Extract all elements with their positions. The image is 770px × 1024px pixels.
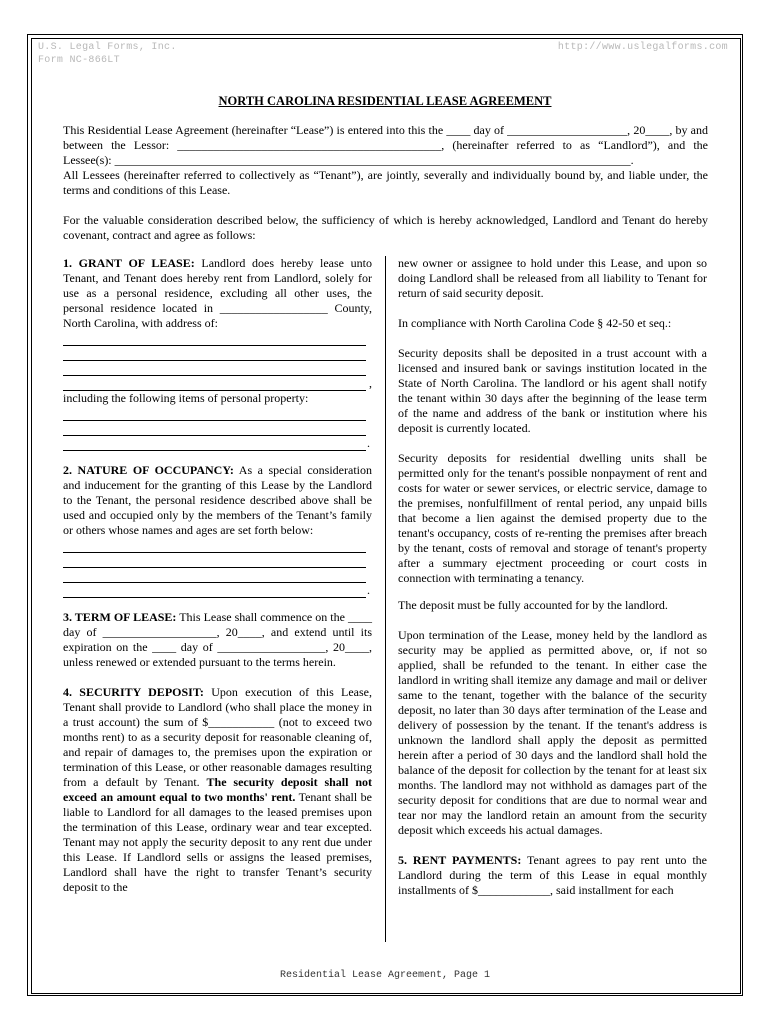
section-5-text: Tenant agrees to pay rent unto the Landlord during the term of this Lease in equal monthly installments of $____________, said installment for each (398, 853, 707, 897)
section-4-text-b: Tenant shall be liable to Landlord for all damages to the leased premises upon the termination of this Lease, ordinary wear and tear excepted. Tenant may not apply the security deposit to any rent due under this Lease. If Landlord sells or assigns the leased premises, Landlord shall have the right to transfer Tenant’s security deposit to the (63, 790, 372, 894)
trust-account-text: Security deposits shall be deposited in a trust account with a licensed and insured bank or savings institution located in the State of North Carolina. The landlord or his agent shall notify the tenant within 30 days after the beginning of the lease term of the name and address of the bank or institution where his deposit is currently located. (398, 346, 707, 435)
document-title: NORTH CAROLINA RESIDENTIAL LEASE AGREEMENT (218, 94, 552, 108)
left-column (63, 256, 372, 895)
intro-section (63, 123, 708, 243)
section-nature-of-occupancy (63, 463, 372, 538)
header-url[interactable]: http://www.uslegalforms.com (557, 42, 728, 53)
intro-consideration: For the valuable consideration described below, the sufficiency of which is hereby acknowledged, Landlord and Tenant do hereby covenant, contract and agree as follows: (63, 213, 708, 242)
property-line[interactable] (63, 436, 366, 451)
intro-joint-liability: All Lessees (hereinafter referred to collectively as “Tenant”), are jointly, severally and individually bound by, and liable under, the terms and conditions of this Lease. (63, 168, 708, 197)
occupant-line[interactable] (63, 568, 366, 583)
intro-parties: This Residential Lease Agreement (hereinafter “Lease”) is entered into this the ____ day of ____________________, 20____, by and between the Lessor: ____________________________________________, (hereinafter referred to as “Landlord”), and the Lessee(s): ______________________________________________________________________________________. (63, 123, 708, 167)
nc-code-compliance: In compliance with North Carolina Code § 42-50 et seq.: (398, 316, 672, 330)
address-line[interactable] (63, 361, 366, 376)
deposit-transfer-text: new owner or assignee to hold under this Lease, and upon so doing Landlord shall be released from all liability to Tenant for return of said security deposit. (398, 256, 707, 300)
property-line[interactable] (63, 406, 366, 421)
accounting-text: The deposit must be fully accounted for by the landlord. (398, 598, 668, 612)
section-2-text: As a special consideration and inducement for the granting of this Lease by the Landlord to the Tenant, the personal residence described above shall be used and occupied only by the members of the Tenant’s family or others whose names and ages are set forth below: (63, 463, 372, 537)
occupant-period: . (367, 583, 370, 597)
address-comma: , (369, 376, 372, 390)
occupant-line[interactable] (63, 583, 366, 598)
section-rent-payments (398, 853, 707, 898)
address-line[interactable] (63, 331, 366, 346)
section-3-text: This Lease shall commence on the ____ day of ___________________, 20____, and extend until its expiration on the ____ day of __________________, 20____, unless renewed or extended pursuant to the terms herein. (63, 610, 372, 669)
section-3-heading: 3. TERM OF LEASE: (63, 610, 177, 624)
refund-text: Upon termination of the Lease, money held by the landlord as security may be applied as permitted above, or, if not so applied, shall be refunded to the tenant. In either case the landlord in writing shall itemize any damage and mail or deliver same to the tenant, together with the balance of the security deposit, no later than 30 days after termination of the Lease and delivery of possession by the tenant. If the tenant's address is unknown the landlord shall apply the deposit as permitted herein after a period of 30 days and the landlord shall hold the balance of the deposit for collection by the tenant for at least six months. The landlord may not withhold as damages part of the security deposit for conditions that are due to normal wear and tear nor may the landlord retain an amount from the security deposit which exceeds his actual damages. (398, 628, 707, 837)
right-column (398, 256, 707, 898)
page-footer: Residential Lease Agreement, Page 1 (279, 970, 491, 981)
section-term-of-lease (63, 610, 372, 670)
address-line[interactable] (63, 376, 366, 391)
occupant-line[interactable] (63, 538, 366, 553)
property-period: . (367, 436, 370, 450)
section-4-text-a: Upon execution of this Lease, Tenant shall provide to Landlord (who shall place the money in a trust account) the sum of $___________ (not to exceed two months rent) to as a security deposit for reasonable cleaning of, and repair of damages to, the premises upon the expiration or termination of this Lease, or other reasonable damages resulting from a default by Tenant. (63, 685, 373, 789)
section-4-heading: 4. SECURITY DEPOSIT: (63, 685, 204, 699)
column-divider (385, 256, 386, 942)
section-5-heading: 5. RENT PAYMENTS: (398, 853, 522, 867)
section-grant-of-lease (63, 256, 372, 331)
section-1-text: Landlord does hereby lease unto Tenant, and Tenant does hereby rent from Landlord, solely for use as a personal residence, excluding all other uses, the personal residence located in __________________ County, North Carolina, with address of: (63, 256, 372, 330)
occupant-line[interactable] (63, 553, 366, 568)
header-company: U.S. Legal Forms, Inc. (38, 42, 177, 53)
property-line[interactable] (63, 421, 366, 436)
section-security-deposit (63, 685, 372, 895)
section-2-heading: 2. NATURE OF OCCUPANCY: (63, 463, 234, 477)
section-4-bold-limit: The security deposit shall not exceed an amount equal to two months' rent. (63, 775, 373, 804)
section-1-heading: 1. GRANT OF LEASE: (63, 256, 195, 270)
address-line[interactable] (63, 346, 366, 361)
personal-property-label: including the following items of personal property: (63, 391, 309, 405)
permitted-uses-text: Security deposits for residential dwelling units shall be permitted only for the tenant's possible nonpayment of rent and costs for water or sewer services, or electric service, damage to the premises, nonfulfillment of rental period, any unpaid bills that become a lien against the demised property due to the tenant's occupancy, costs of re-renting the premises after breach by the tenant, costs of removal and storage of tenant's property after a summary ejectment proceeding or court costs in connection with terminating a tenancy. (398, 451, 707, 585)
header-form-number: Form NC-866LT (38, 55, 120, 66)
